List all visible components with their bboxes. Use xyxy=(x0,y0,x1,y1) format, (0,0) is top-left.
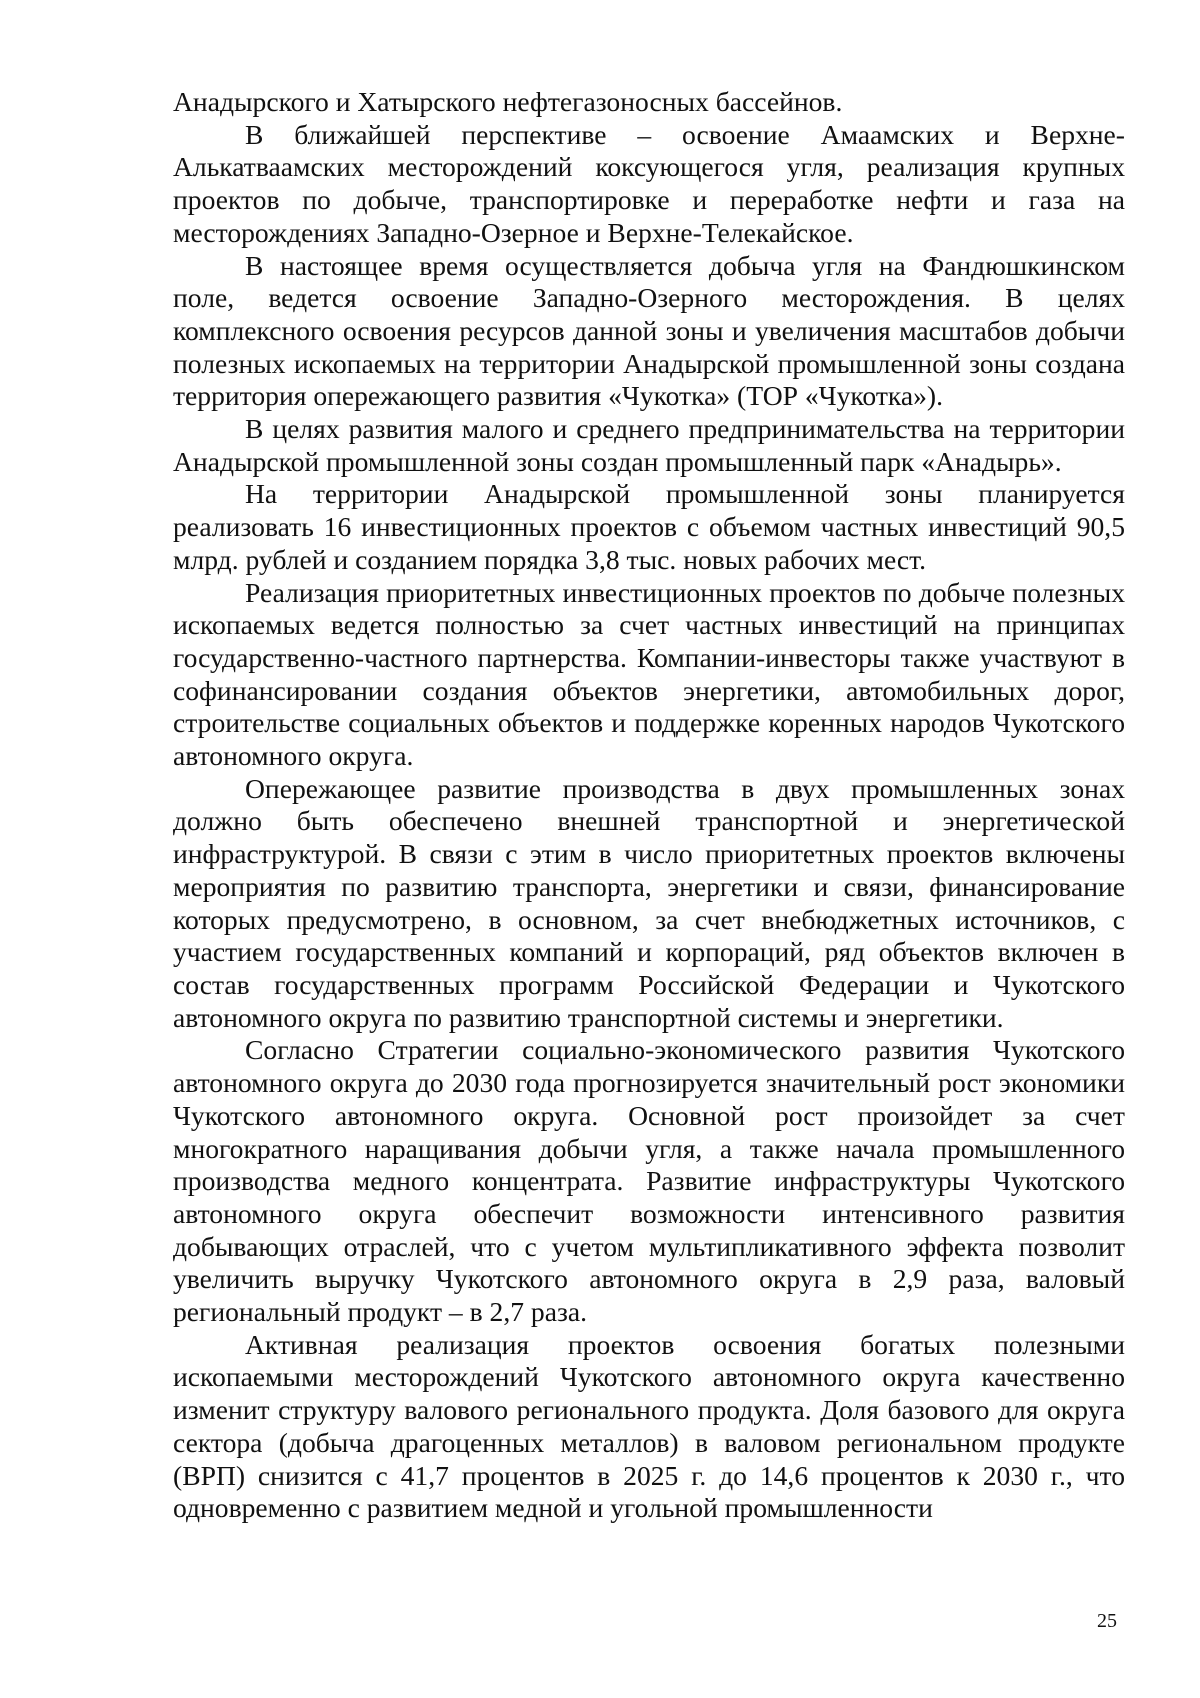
paragraph-4: В целях развития малого и среднего предпринимательства на территории Анадырской промышленной зоны создан промышленный парк «Анадырь». xyxy=(173,413,1125,477)
document-body xyxy=(173,86,1125,1525)
paragraph-3: В настоящее время осуществляется добыча угля на Фандюшкинском поле, ведется освоение Западно-Озерного месторождения. В целях комплексного освоения ресурсов данной зоны и увеличения масштабов добычи полезных ископаемых на территории Анадырской промышленной зоны создана территория опережающего развития «Чукотка» (ТОР «Чукотка»). xyxy=(173,249,1125,412)
paragraph-1: Анадырского и Хатырского нефтегазоносных бассейнов. xyxy=(173,86,843,117)
paragraph-7: Опережающее развитие производства в двух промышленных зонах должно быть обеспечено внешней транспортной и энергетической инфраструктурой. В связи с этим в число приоритетных проектов включены мероприятия по развитию транспорта, энергетики и связи, финансирование которых предусмотрено, в основном, за счет внебюджетных источников, с участием государственных компаний и корпораций, ряд объектов включен в состав государственных программ Российской Федерации и Чукотского автономного округа по развитию транспортной системы и энергетики. xyxy=(173,772,1125,1033)
paragraph-8: Согласно Стратегии социально-экономического развития Чукотского автономного округа до 2030 года прогнозируется значительный рост экономики Чукотского автономного округа. Основной рост произойдет за счет многократного наращивания добычи угля, а также начала промышленного производства медного концентрата. Развитие инфраструктуры Чукотского автономного округа обеспечит возможности интенсивного развития добывающих отраслей, что с учетом мультипликативного эффекта позволит увеличить выручку Чукотского автономного округа в 2,9 раза, валовый региональный продукт – в 2,7 раза. xyxy=(173,1034,1125,1328)
paragraph-9: Активная реализация проектов освоения богатых полезными ископаемыми месторождений Чукотского автономного округа качественно изменит структуру валового регионального продукта. Доля базового для округа сектора (добыча драгоценных металлов) в валовом региональном продукте (ВРП) снизится с 41,7 процентов в 2025 г. до 14,6 процентов к 2030 г., что одновременно с развитием медной и угольной промышленности xyxy=(173,1328,1125,1524)
paragraph-6: Реализация приоритетных инвестиционных проектов по добыче полезных ископаемых ведется полностью за счет частных инвестиций на принципах государственно-частного партнерства. Компании-инвесторы также участвуют в софинансировании создания объектов энергетики, автомобильных дорог, строительстве социальных объектов и поддержке коренных народов Чукотского автономного округа. xyxy=(173,576,1125,772)
paragraph-5: На территории Анадырской промышленной зоны планируется реализовать 16 инвестиционных проектов с объемом частных инвестиций 90,5 млрд. рублей и созданием порядка 3,8 тыс. новых рабочих мест. xyxy=(173,478,1125,575)
page-number: 25 xyxy=(1097,1610,1117,1632)
paragraph-2: В ближайшей перспективе – освоение Амаамских и Верхне-Алькатваамских месторождений коксующегося угля, реализация крупных проектов по добыче, транспортировке и переработке нефти и газа на месторождениях Западно-Озерное и Верхне-Телекайское. xyxy=(173,118,1125,248)
